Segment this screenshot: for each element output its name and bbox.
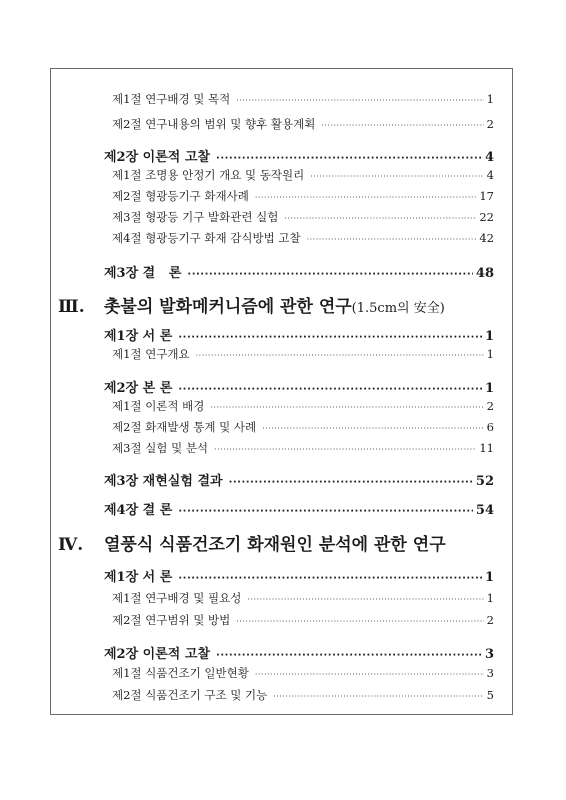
toc-entry-page: 22 [479,210,494,224]
part-heading[interactable] [58,292,445,317]
toc-chapter[interactable] [104,566,494,585]
toc-entry-title: 제2절 식품건조기 구조 및 기능 [112,688,268,702]
toc-entry-page: 11 [479,441,494,455]
toc-entry-title: 제1절 연구개요 [112,347,190,361]
toc-chapter-title: 제2장 본 론 [104,381,173,396]
toc-chapter-page: 48 [475,266,494,281]
leader-dots [178,506,473,517]
toc-chapter-title: 제3장 재현실험 결과 [104,474,223,489]
toc-entry-page: 4 [486,168,494,182]
toc-entry-page: 17 [479,189,494,203]
toc-chapter-title: 제1장 서 론 [104,570,173,585]
toc-entry-page: 6 [486,420,494,434]
leader-dots [178,332,482,343]
toc-entry[interactable] [112,230,494,246]
part-title: 촛불의 발화메커니즘에 관한 연구 [104,297,352,317]
toc-chapter-page: 1 [484,381,494,396]
toc-entry[interactable] [112,91,494,107]
toc-chapter[interactable] [104,643,494,662]
toc-entry-page: 42 [479,231,494,245]
toc-chapter-page: 52 [475,474,494,489]
toc-chapter[interactable] [104,377,494,396]
part-numeral: Ⅳ. [58,535,84,555]
toc-chapter[interactable] [104,499,494,518]
toc-chapter-title: 제2장 이론적 고찰 [104,647,211,662]
toc-entry[interactable] [112,116,494,132]
toc-entry-title: 제1절 식품건조기 일반현황 [112,666,249,680]
toc-chapter[interactable] [104,146,494,165]
leader-dots [273,692,483,701]
toc-chapter-page: 54 [475,503,494,518]
leader-dots [284,214,476,223]
toc-chapter[interactable] [104,325,494,344]
toc-chapter[interactable] [104,470,494,489]
leader-dots [187,269,473,280]
toc-chapter-title: 제1장 서 론 [104,329,173,344]
toc-entry[interactable] [112,209,494,225]
toc-entry-page: 2 [486,399,494,413]
toc-chapter[interactable] [104,262,494,281]
part-numeral: Ⅲ. [58,297,85,317]
toc-chapter-page: 3 [484,647,494,662]
toc-entry-title: 제1절 연구배경 및 필요성 [112,591,242,605]
toc-entry-title: 제2절 형광등기구 화재사례 [112,189,249,203]
leader-dots [236,96,483,105]
leader-dots [229,477,473,488]
toc-entry[interactable] [112,398,494,414]
toc-entry[interactable] [112,612,494,628]
toc-entry[interactable] [112,440,494,456]
toc-entry-title: 제4절 형광등기구 화재 감식방법 고찰 [112,231,301,245]
toc-entry-title: 제2절 연구내용의 범위 및 향후 활용계획 [112,117,316,131]
toc-chapter-title: 제2장 이론적 고찰 [104,150,211,165]
leader-dots [216,153,482,164]
leader-dots [178,384,482,395]
leader-dots [262,424,484,433]
toc-chapter-title: 제4장 결 론 [104,503,173,518]
toc-entry[interactable] [112,665,494,681]
toc-entry-title: 제1절 이론적 배경 [112,399,205,413]
leader-dots [214,445,476,454]
toc-entry-page: 2 [486,613,494,627]
toc-entry-title: 제2절 연구범위 및 방법 [112,613,231,627]
toc-entry-title: 제1절 조명용 안정기 개요 및 동작원리 [112,168,305,182]
toc-chapter-page: 1 [484,570,494,585]
leader-dots [178,573,482,584]
part-heading[interactable] [58,530,446,555]
toc-entry-page: 1 [486,591,494,605]
leader-dots [321,121,483,130]
leader-dots [196,351,484,360]
toc-entry-page: 1 [486,92,494,106]
toc-entry[interactable] [112,419,494,435]
toc-entry-title: 제2절 화재발생 통계 및 사례 [112,420,257,434]
toc-entry[interactable] [112,167,494,183]
toc-entry-page: 1 [486,347,494,361]
toc-entry-title: 제3절 실험 및 분석 [112,441,209,455]
toc-entry-title: 제1절 연구배경 및 목적 [112,92,231,106]
leader-dots [307,235,477,244]
leader-dots [216,650,482,661]
toc-entry-title: 제3절 형광등 기구 발화관련 실험 [112,210,279,224]
toc-entry[interactable] [112,188,494,204]
toc-entry-page: 2 [486,117,494,131]
toc-chapter-page: 4 [484,150,494,165]
part-title: 열풍식 식품건조기 화재원인 분석에 관한 연구 [104,535,446,555]
toc-entry-page: 5 [486,688,494,702]
leader-dots [247,595,483,604]
toc-chapter-title: 제3장 결 론 [104,266,182,281]
toc-entry[interactable] [112,590,494,606]
leader-dots [255,193,477,202]
leader-dots [255,670,484,679]
leader-dots [310,172,483,181]
leader-dots [210,403,483,412]
leader-dots [236,617,483,626]
toc-entry[interactable] [112,687,494,703]
toc-entry[interactable] [112,346,494,362]
part-title-suffix: (1.5cm의 安全) [351,301,445,316]
toc-chapter-page: 1 [484,329,494,344]
toc-entry-page: 3 [486,666,494,680]
